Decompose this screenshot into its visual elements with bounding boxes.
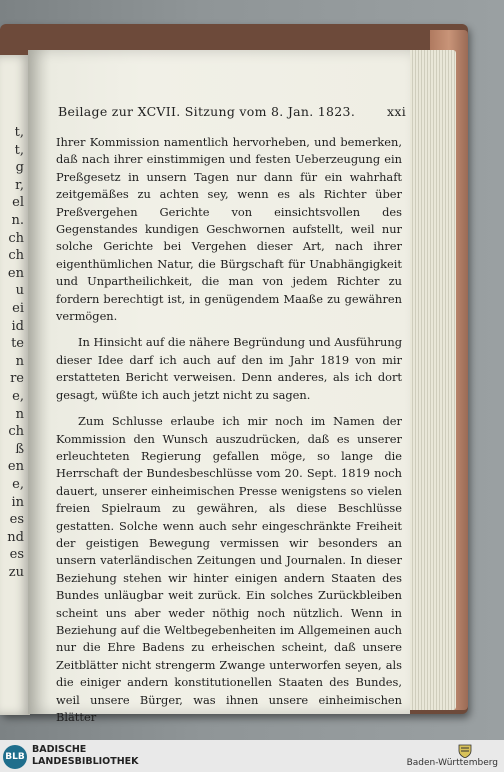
left-page-fragment: en xyxy=(7,265,24,281)
left-page-fragment: g xyxy=(15,160,24,176)
left-page-fragment: es xyxy=(9,512,24,528)
coat-of-arms-icon xyxy=(456,743,474,758)
left-page-fragment: es xyxy=(9,547,24,563)
state-name: Baden-Württemberg xyxy=(406,758,498,768)
page-body xyxy=(56,134,402,726)
left-page-fragment: in xyxy=(11,494,24,510)
book-page xyxy=(28,50,410,724)
left-page-fragment: n xyxy=(15,353,24,369)
library-name[interactable]: BADISCHE LANDESBIBLIOTHEK xyxy=(32,744,139,767)
paragraph: Ihrer Kommission namentlich hervorheben, und bemerken, daß nach ihrer einstimmigen und festen Ueberzeugung ein Preßgesetz in unsern Tagen nur dann für ein wahrhaft zeitgemäßes zu achten sey, wenn es als Richter über Preßvergehen Gerichte von einsichtsvollen des Gegenstandes kundigen Geschwornen aufstellt, weil nur solche Gerichte bei Vergehen dieser Art, nach ihrer eigenthümlichen Natur, die Bürgschaft für Unabhängigkeit und Unpartheilichkeit, die man von jedem Richter zu fordern berechtigt ist, in genügendem Maaße zu gewähren vermögen. xyxy=(56,135,402,324)
left-page-fragment: t, xyxy=(14,125,24,140)
left-page-fragment: ei xyxy=(12,301,24,316)
left-page-fragment: n. xyxy=(11,213,24,228)
paragraph: In Hinsicht auf die nähere Begründung und Ausführung dieser Idee darf ich auch auf den im Jahr 1819 von mir erstatteten Bericht verweisen. Denn anderes, als ich dort gesagt, wüßte ich auch jetzt nicht zu sagen. xyxy=(56,335,402,402)
running-header xyxy=(58,104,404,119)
left-page-fragment: id xyxy=(11,318,24,334)
left-page-fragment: re xyxy=(10,371,24,387)
left-page-fragment: el xyxy=(12,195,24,211)
left-page-fragment: n xyxy=(15,406,24,422)
library-logo[interactable]: BLB xyxy=(3,745,27,769)
paragraph: Zum Schlusse erlaube ich mir noch im Namen der Kommission den Wunsch auszudrücken, daß es unserer erleuchteten Regierung gefallen möge, so lange die Herrschaft der Bundesbeschlüsse vom 20. Sept. 1819 noch dauert, unserer einheimischen Presse wenigstens so vielen freien Spielraum zu gewähren, als diese Beschlüsse gestatten. Solche wenn auch sehr eingeschränkte Freiheit der geistigen Bewegung vermissen wir besonders an unsern vaterländischen Zeitungen und Journalen. In dieser Beziehung stehen wir hinter einigen andern Staaten des Bundes unläugbar weit zurück. Ein solches Zurückbleiben scheint uns aber weder nöthig noch nützlich. Wenn in Beziehung auf die Weltbegebenheiten im Allgemeinen auch nur die Ehre Badens zu erheischen scheint, daß unsere Zeitblätter nicht strengerm Zwange unterworfen seyen, als die einiger andern konstitutionellen Staaten des Bundes, weil unsere Bürger, was ihnen unsere einheimischen Blätter xyxy=(56,414,402,724)
left-page-fragment: ch xyxy=(8,248,24,264)
left-page-fragment: r, xyxy=(15,177,24,193)
left-page-edge xyxy=(0,55,30,715)
left-page-fragment: nd xyxy=(7,529,24,545)
page-number: xxi xyxy=(387,104,406,119)
left-page-fragment: en xyxy=(7,459,24,475)
running-title: Beilage zur XCVII. Sitzung vom 8. Jan. 1823. xyxy=(58,104,356,119)
left-page-fragment: e, xyxy=(12,389,24,404)
left-page-fragment: ch xyxy=(8,230,24,246)
left-page-fragment: ch xyxy=(8,424,24,440)
left-page-fragment: zu xyxy=(8,565,24,580)
left-page-fragment: e, xyxy=(12,477,24,492)
left-page-fragment: t, xyxy=(14,142,24,158)
left-page-fragment: u xyxy=(15,283,24,299)
page-stack xyxy=(404,50,456,710)
left-page-fragment: ß xyxy=(15,441,24,457)
left-page-fragment: te xyxy=(11,336,24,352)
